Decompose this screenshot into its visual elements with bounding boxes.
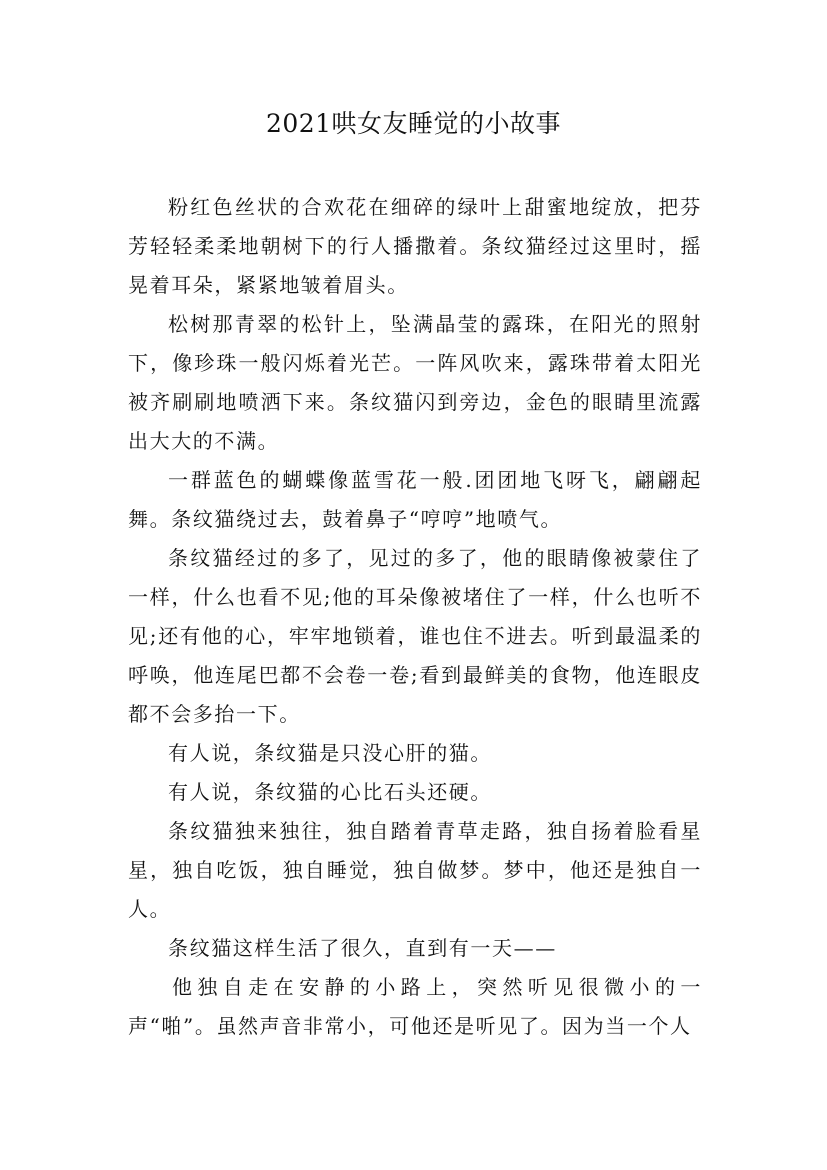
paragraph-9: 他独自走在安静的小路上，突然听见很微小的一声“啪”。虽然声音非常小，可他还是听见了。因为当一个人 bbox=[128, 975, 702, 1038]
paragraph-5: 有人说，条纹猫是只没心肝的猫。 bbox=[168, 741, 492, 765]
paragraph-6: 有人说，条纹猫的心比石头还硬。 bbox=[168, 780, 492, 804]
paragraph-8: 条纹猫这样生活了很久，直到有一天—— bbox=[168, 936, 557, 960]
document-title: 2021哄女友睡觉的小故事 bbox=[265, 109, 562, 138]
paragraph-4: 条纹猫经过的多了，见过的多了，他的眼睛像被蒙住了一样，什么也看不见;他的耳朵像被堵住了一样，什么也听不见;还有他的心，牢牢地锁着，谁也住不进去。听到最温柔的呼唤，他连尾巴都不会卷一卷;看到最鲜美的食物，他连眼皮都不会多抬一下。 bbox=[128, 546, 702, 726]
paragraph-3: 一群蓝色的蝴蝶像蓝雪花一般.团团地飞呀飞，翩翩起舞。条纹猫绕过去，鼓着鼻子“哼哼”地喷气。 bbox=[128, 468, 702, 531]
paragraph-1: 粉红色丝状的合欢花在细碎的绿叶上甜蜜地绽放，把芬芳轻轻柔柔地朝树下的行人播撒着。条纹猫经过这里时，摇晃着耳朵，紧紧地皱着眉头。 bbox=[128, 195, 702, 297]
document-body bbox=[128, 188, 702, 1046]
paragraph-7: 条纹猫独来独往，独自踏着青草走路，独自扬着脸看星星，独自吃饭，独自睡觉，独自做梦。梦中，他还是独自一人。 bbox=[128, 819, 702, 921]
paragraph-2: 松树那青翠的松针上，坠满晶莹的露珠，在阳光的照射下，像珍珠一般闪烁着光芒。一阵风吹来，露珠带着太阳光被齐刷刷地喷洒下来。条纹猫闪到旁边，金色的眼睛里流露出大大的不满。 bbox=[128, 312, 702, 453]
